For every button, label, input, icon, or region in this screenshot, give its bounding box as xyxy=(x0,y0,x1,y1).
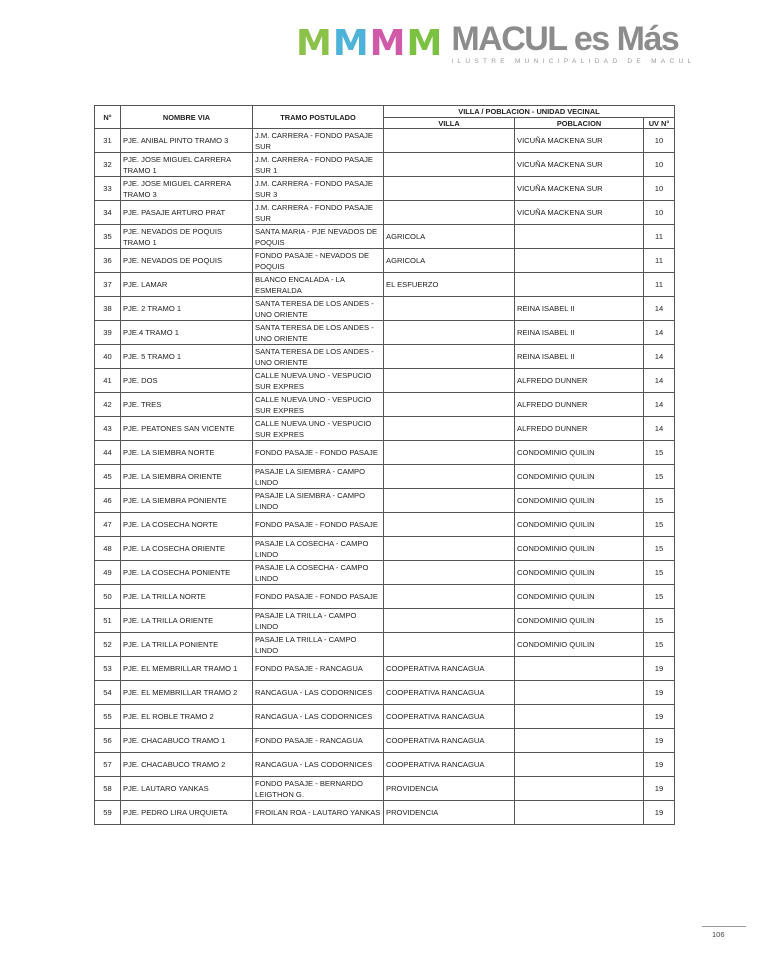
cell-poblacion: VICUÑA MACKENA SUR xyxy=(515,153,644,177)
table-row xyxy=(95,225,675,249)
cell-nombre-via: PJE. JOSE MIGUEL CARRERA TRAMO 3 xyxy=(121,177,253,201)
cell-tramo: SANTA TERESA DE LOS ANDES - UNO ORIENTE xyxy=(253,321,384,345)
table-row xyxy=(95,345,675,369)
cell-uv: 10 xyxy=(644,129,675,153)
cell-tramo: PASAJE LA COSECHA - CAMPO LINDO xyxy=(253,537,384,561)
cell-uv: 19 xyxy=(644,705,675,729)
cell-villa xyxy=(384,129,515,153)
cell-num: 43 xyxy=(95,417,121,441)
table-row xyxy=(95,369,675,393)
cell-nombre-via: PJE. NEVADOS DE POQUIS TRAMO 1 xyxy=(121,225,253,249)
cell-uv: 15 xyxy=(644,513,675,537)
cell-nombre-via: PJE. NEVADOS DE POQUIS xyxy=(121,249,253,273)
table-row xyxy=(95,705,675,729)
cell-nombre-via: PJE. LA TRILLA PONIENTE xyxy=(121,633,253,657)
table-row xyxy=(95,513,675,537)
cell-tramo: FROILAN ROA - LAUTARO YANKAS xyxy=(253,801,384,825)
table-row xyxy=(95,201,675,225)
cell-poblacion: VICUÑA MACKENA SUR xyxy=(515,201,644,225)
cell-uv: 19 xyxy=(644,729,675,753)
cell-poblacion: REINA ISABEL II xyxy=(515,297,644,321)
cell-num: 31 xyxy=(95,129,121,153)
cell-poblacion: CONDOMINIO QUILIN xyxy=(515,465,644,489)
table-row xyxy=(95,321,675,345)
cell-poblacion: REINA ISABEL II xyxy=(515,345,644,369)
cell-nombre-via: PJE. LA COSECHA NORTE xyxy=(121,513,253,537)
table-row xyxy=(95,465,675,489)
logo-mark-icon xyxy=(296,23,442,64)
cell-num: 52 xyxy=(95,633,121,657)
cell-poblacion: ALFREDO DUNNER xyxy=(515,417,644,441)
streets-table xyxy=(94,105,675,825)
logo-letter: M xyxy=(406,23,442,64)
cell-tramo: PASAJE LA SIEMBRA - CAMPO LINDO xyxy=(253,489,384,513)
cell-nombre-via: PJE. EL MEMBRILLAR TRAMO 2 xyxy=(121,681,253,705)
cell-nombre-via: PJE. DOS xyxy=(121,369,253,393)
cell-tramo: PASAJE LA TRILLA - CAMPO LINDO xyxy=(253,633,384,657)
cell-poblacion: CONDOMINIO QUILIN xyxy=(515,633,644,657)
cell-tramo: PASAJE LA COSECHA - CAMPO LINDO xyxy=(253,561,384,585)
cell-nombre-via: PJE. LA SIEMBRA NORTE xyxy=(121,441,253,465)
cell-poblacion: ALFREDO DUNNER xyxy=(515,369,644,393)
cell-nombre-via: PJE.4 TRAMO 1 xyxy=(121,321,253,345)
cell-villa xyxy=(384,633,515,657)
cell-num: 36 xyxy=(95,249,121,273)
cell-uv: 15 xyxy=(644,609,675,633)
cell-uv: 19 xyxy=(644,681,675,705)
cell-nombre-via: PJE. PEDRO LIRA URQUIETA xyxy=(121,801,253,825)
table-row xyxy=(95,681,675,705)
cell-villa xyxy=(384,153,515,177)
cell-tramo: SANTA TERESA DE LOS ANDES - UNO ORIENTE xyxy=(253,345,384,369)
cell-nombre-via: PJE. LA SIEMBRA PONIENTE xyxy=(121,489,253,513)
cell-nombre-via: PJE. PEATONES SAN VICENTE xyxy=(121,417,253,441)
cell-uv: 11 xyxy=(644,225,675,249)
cell-nombre-via: PJE. JOSE MIGUEL CARRERA TRAMO 1 xyxy=(121,153,253,177)
cell-uv: 15 xyxy=(644,537,675,561)
cell-num: 54 xyxy=(95,681,121,705)
cell-uv: 19 xyxy=(644,753,675,777)
cell-poblacion xyxy=(515,657,644,681)
col-header-uv: UV N° xyxy=(644,118,675,129)
cell-num: 32 xyxy=(95,153,121,177)
col-header-group: VILLA / POBLACION - UNIDAD VECINAL xyxy=(384,106,675,118)
cell-nombre-via: PJE. LA SIEMBRA ORIENTE xyxy=(121,465,253,489)
table-row xyxy=(95,657,675,681)
cell-tramo: BLANCO ENCALADA - LA ESMERALDA xyxy=(253,273,384,297)
cell-uv: 15 xyxy=(644,585,675,609)
cell-tramo: CALLE NUEVA UNO - VESPUCIO SUR EXPRES xyxy=(253,393,384,417)
table-row xyxy=(95,729,675,753)
cell-poblacion xyxy=(515,729,644,753)
cell-num: 59 xyxy=(95,801,121,825)
cell-poblacion: VICUÑA MACKENA SUR xyxy=(515,177,644,201)
cell-num: 35 xyxy=(95,225,121,249)
cell-poblacion xyxy=(515,753,644,777)
cell-uv: 14 xyxy=(644,345,675,369)
cell-uv: 11 xyxy=(644,249,675,273)
table-row xyxy=(95,633,675,657)
cell-uv: 14 xyxy=(644,321,675,345)
cell-nombre-via: PJE. LAMAR xyxy=(121,273,253,297)
cell-nombre-via: PJE. ANIBAL PINTO TRAMO 3 xyxy=(121,129,253,153)
cell-nombre-via: PJE. CHACABUCO TRAMO 1 xyxy=(121,729,253,753)
cell-num: 48 xyxy=(95,537,121,561)
cell-num: 56 xyxy=(95,729,121,753)
cell-uv: 15 xyxy=(644,489,675,513)
cell-tramo: CALLE NUEVA UNO - VESPUCIO SUR EXPRES xyxy=(253,369,384,393)
cell-tramo: CALLE NUEVA UNO - VESPUCIO SUR EXPRES xyxy=(253,417,384,441)
cell-uv: 10 xyxy=(644,201,675,225)
table-row xyxy=(95,753,675,777)
cell-uv: 11 xyxy=(644,273,675,297)
cell-villa xyxy=(384,465,515,489)
cell-uv: 14 xyxy=(644,417,675,441)
cell-poblacion: REINA ISABEL II xyxy=(515,321,644,345)
cell-villa: AGRICOLA xyxy=(384,249,515,273)
cell-nombre-via: PJE. 2 TRAMO 1 xyxy=(121,297,253,321)
cell-tramo: FONDO PASAJE - RANCAGUA xyxy=(253,729,384,753)
cell-uv: 19 xyxy=(644,801,675,825)
cell-villa: COOPERATIVA RANCAGUA xyxy=(384,681,515,705)
cell-num: 47 xyxy=(95,513,121,537)
cell-uv: 10 xyxy=(644,153,675,177)
cell-tramo: FONDO PASAJE - NEVADOS DE POQUIS xyxy=(253,249,384,273)
cell-poblacion xyxy=(515,801,644,825)
cell-num: 46 xyxy=(95,489,121,513)
cell-villa: PROVIDENCIA xyxy=(384,777,515,801)
cell-poblacion: CONDOMINIO QUILIN xyxy=(515,561,644,585)
table-row xyxy=(95,585,675,609)
table-row xyxy=(95,297,675,321)
table-row xyxy=(95,249,675,273)
cell-uv: 14 xyxy=(644,297,675,321)
cell-tramo: J.M. CARRERA - FONDO PASAJE SUR 1 xyxy=(253,153,384,177)
table-row xyxy=(95,441,675,465)
cell-num: 41 xyxy=(95,369,121,393)
cell-villa: COOPERATIVA RANCAGUA xyxy=(384,657,515,681)
col-header-tramo: TRAMO POSTULADO xyxy=(253,106,384,129)
cell-tramo: FONDO PASAJE - FONDO PASAJE xyxy=(253,585,384,609)
cell-uv: 19 xyxy=(644,777,675,801)
municipality-logo xyxy=(296,22,695,64)
page-number: 106 xyxy=(712,930,725,939)
cell-poblacion xyxy=(515,681,644,705)
cell-poblacion xyxy=(515,273,644,297)
cell-nombre-via: PJE. LA TRILLA NORTE xyxy=(121,585,253,609)
cell-poblacion xyxy=(515,705,644,729)
col-header-villa: VILLA xyxy=(384,118,515,129)
cell-num: 34 xyxy=(95,201,121,225)
cell-villa xyxy=(384,177,515,201)
cell-poblacion xyxy=(515,225,644,249)
cell-nombre-via: PJE. EL ROBLE TRAMO 2 xyxy=(121,705,253,729)
cell-villa xyxy=(384,417,515,441)
cell-villa xyxy=(384,345,515,369)
logo-letter: M xyxy=(296,23,331,64)
brand-name: MACUL es Más xyxy=(451,20,679,58)
cell-villa: AGRICOLA xyxy=(384,225,515,249)
cell-num: 51 xyxy=(95,609,121,633)
cell-tramo: J.M. CARRERA - FONDO PASAJE SUR xyxy=(253,201,384,225)
cell-nombre-via: PJE. LA TRILLA ORIENTE xyxy=(121,609,253,633)
col-header-num: N° xyxy=(95,106,121,129)
cell-num: 39 xyxy=(95,321,121,345)
cell-nombre-via: PJE. PASAJE ARTURO PRAT xyxy=(121,201,253,225)
cell-villa xyxy=(384,609,515,633)
cell-poblacion: CONDOMINIO QUILIN xyxy=(515,513,644,537)
table-body xyxy=(95,129,675,825)
cell-nombre-via: PJE. TRES xyxy=(121,393,253,417)
cell-villa: PROVIDENCIA xyxy=(384,801,515,825)
cell-poblacion: CONDOMINIO QUILIN xyxy=(515,537,644,561)
cell-num: 49 xyxy=(95,561,121,585)
cell-villa: COOPERATIVA RANCAGUA xyxy=(384,729,515,753)
cell-tramo: FONDO PASAJE - RANCAGUA xyxy=(253,657,384,681)
cell-nombre-via: PJE. LA COSECHA ORIENTE xyxy=(121,537,253,561)
col-header-poblacion: POBLACION xyxy=(515,118,644,129)
cell-tramo: J.M. CARRERA - FONDO PASAJE SUR 3 xyxy=(253,177,384,201)
cell-tramo: J.M. CARRERA - FONDO PASAJE SUR xyxy=(253,129,384,153)
cell-num: 42 xyxy=(95,393,121,417)
cell-poblacion: ALFREDO DUNNER xyxy=(515,393,644,417)
cell-poblacion: CONDOMINIO QUILIN xyxy=(515,609,644,633)
cell-villa xyxy=(384,297,515,321)
cell-tramo: PASAJE LA TRILLA - CAMPO LINDO xyxy=(253,609,384,633)
cell-uv: 14 xyxy=(644,393,675,417)
cell-villa xyxy=(384,441,515,465)
cell-tramo: FONDO PASAJE - BERNARDO LEIGTHON G. xyxy=(253,777,384,801)
cell-tramo: RANCAGUA - LAS CODORNICES xyxy=(253,705,384,729)
cell-nombre-via: PJE. EL MEMBRILLAR TRAMO 1 xyxy=(121,657,253,681)
cell-villa xyxy=(384,393,515,417)
cell-villa: COOPERATIVA RANCAGUA xyxy=(384,705,515,729)
cell-num: 53 xyxy=(95,657,121,681)
cell-tramo: RANCAGUA - LAS CODORNICES xyxy=(253,681,384,705)
cell-num: 50 xyxy=(95,585,121,609)
cell-tramo: FONDO PASAJE - FONDO PASAJE xyxy=(253,441,384,465)
cell-num: 57 xyxy=(95,753,121,777)
cell-num: 44 xyxy=(95,441,121,465)
cell-nombre-via: PJE. LAUTARO YANKAS xyxy=(121,777,253,801)
logo-letter: M xyxy=(369,23,405,64)
cell-villa xyxy=(384,321,515,345)
table-row xyxy=(95,177,675,201)
cell-poblacion: CONDOMINIO QUILIN xyxy=(515,441,644,465)
cell-num: 58 xyxy=(95,777,121,801)
table-row xyxy=(95,777,675,801)
cell-uv: 15 xyxy=(644,561,675,585)
cell-villa xyxy=(384,369,515,393)
cell-villa xyxy=(384,201,515,225)
cell-nombre-via: PJE. 5 TRAMO 1 xyxy=(121,345,253,369)
cell-num: 38 xyxy=(95,297,121,321)
cell-num: 37 xyxy=(95,273,121,297)
cell-villa xyxy=(384,561,515,585)
table-row xyxy=(95,801,675,825)
cell-poblacion: CONDOMINIO QUILIN xyxy=(515,585,644,609)
table-row xyxy=(95,609,675,633)
table-row xyxy=(95,129,675,153)
cell-villa xyxy=(384,513,515,537)
table-row xyxy=(95,537,675,561)
cell-uv: 19 xyxy=(644,657,675,681)
brand-block xyxy=(451,22,695,65)
cell-uv: 15 xyxy=(644,633,675,657)
cell-poblacion xyxy=(515,249,644,273)
cell-tramo: RANCAGUA - LAS CODORNICES xyxy=(253,753,384,777)
cell-uv: 15 xyxy=(644,465,675,489)
cell-villa xyxy=(384,537,515,561)
cell-uv: 10 xyxy=(644,177,675,201)
cell-tramo: FONDO PASAJE - FONDO PASAJE xyxy=(253,513,384,537)
table-row xyxy=(95,153,675,177)
brand-subtitle: ILUSTRE MUNICIPALIDAD DE MACUL xyxy=(451,58,696,65)
cell-villa: EL ESFUERZO xyxy=(384,273,515,297)
table-row xyxy=(95,417,675,441)
cell-uv: 14 xyxy=(644,369,675,393)
cell-poblacion: VICUÑA MACKENA SUR xyxy=(515,129,644,153)
logo-letter: M xyxy=(332,23,368,64)
col-header-nombre-via: NOMBRE VIA xyxy=(121,106,253,129)
cell-tramo: SANTA TERESA DE LOS ANDES - UNO ORIENTE xyxy=(253,297,384,321)
cell-nombre-via: PJE. LA COSECHA PONIENTE xyxy=(121,561,253,585)
cell-uv: 15 xyxy=(644,441,675,465)
table-row xyxy=(95,561,675,585)
cell-villa: COOPERATIVA RANCAGUA xyxy=(384,753,515,777)
cell-tramo: SANTA MARIA - PJE NEVADOS DE POQUIS xyxy=(253,225,384,249)
table-row xyxy=(95,393,675,417)
cell-num: 55 xyxy=(95,705,121,729)
table-row xyxy=(95,489,675,513)
cell-num: 40 xyxy=(95,345,121,369)
footer-divider xyxy=(702,926,746,927)
cell-poblacion: CONDOMINIO QUILIN xyxy=(515,489,644,513)
cell-tramo: PASAJE LA SIEMBRA - CAMPO LINDO xyxy=(253,465,384,489)
table-row xyxy=(95,273,675,297)
cell-villa xyxy=(384,489,515,513)
cell-nombre-via: PJE. CHACABUCO TRAMO 2 xyxy=(121,753,253,777)
cell-villa xyxy=(384,585,515,609)
cell-num: 33 xyxy=(95,177,121,201)
cell-num: 45 xyxy=(95,465,121,489)
cell-poblacion xyxy=(515,777,644,801)
